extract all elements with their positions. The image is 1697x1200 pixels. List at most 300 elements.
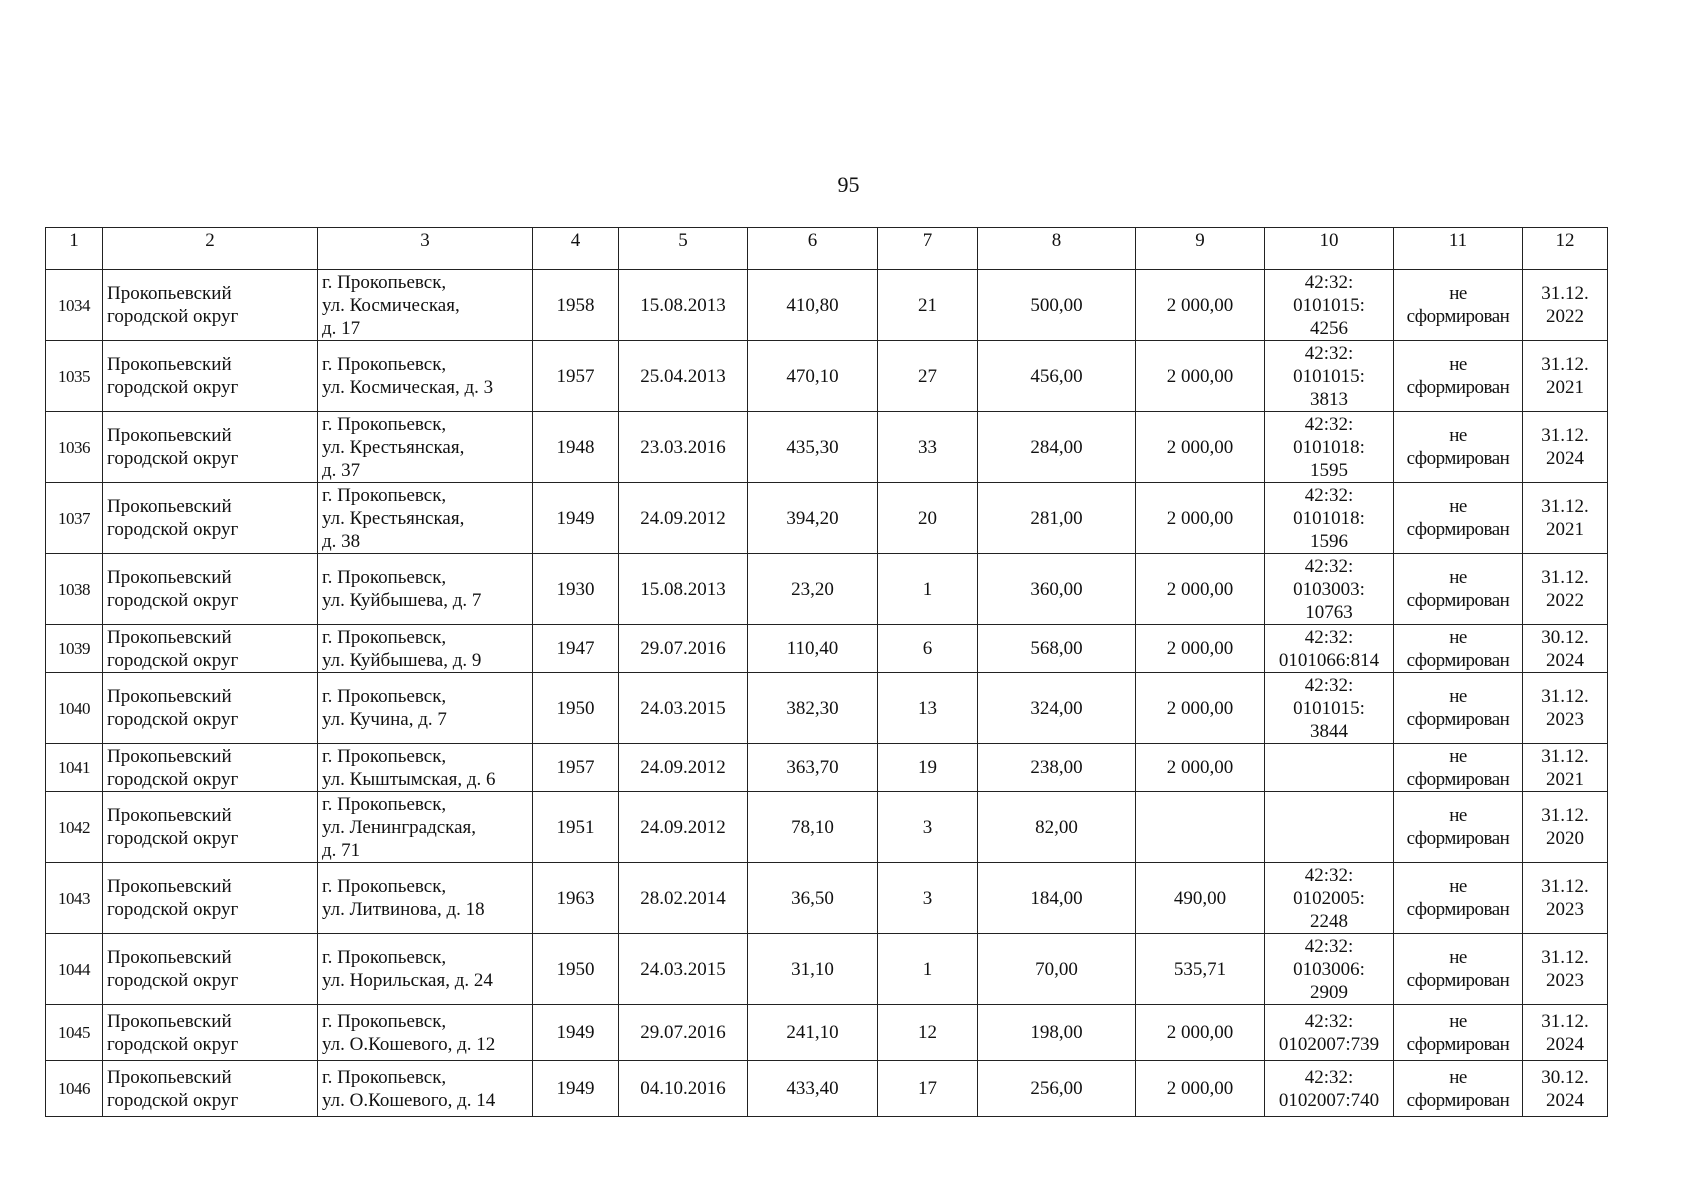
residents-cell: 3 xyxy=(878,863,978,934)
cadastral-number-cell xyxy=(1265,412,1394,483)
address-cell xyxy=(318,673,533,744)
col9-cell: 535,71 xyxy=(1136,934,1265,1005)
address-cell-line: ул. Космическая, д. 3 xyxy=(322,377,494,398)
address-cell-line: г. Прокопьевск, xyxy=(322,1066,447,1088)
address-cell xyxy=(318,1061,533,1117)
deadline-cell xyxy=(1523,270,1608,341)
col8-cell: 238,00 xyxy=(978,744,1136,792)
col8-cell: 256,00 xyxy=(978,1061,1136,1117)
area-cell: 394,20 xyxy=(748,483,878,554)
col9-cell: 2 000,00 xyxy=(1136,483,1265,554)
address-cell-line: ул. Куйбышева, д. 9 xyxy=(322,649,482,671)
column-number: 6 xyxy=(748,228,878,270)
address-cell-line: г. Прокопьевск, xyxy=(322,876,447,897)
cadastral-number-cell-line: 1596 xyxy=(1310,530,1348,552)
municipality-cell-line: городской округ xyxy=(107,1033,239,1055)
cadastral-number-cell xyxy=(1265,554,1394,625)
deadline-cell xyxy=(1523,1061,1608,1117)
row-number-cell: 1044 xyxy=(46,934,103,1005)
address-cell-line: д. 38 xyxy=(322,530,361,552)
address-cell xyxy=(318,483,533,554)
municipality-cell-line: городской округ xyxy=(107,899,239,920)
cadastral-number-cell-line: 0101066:814 xyxy=(1278,649,1380,671)
status-cell xyxy=(1394,792,1523,863)
deadline-cell-line: 31.12. xyxy=(1541,283,1589,304)
municipality-cell-line: городской округ xyxy=(107,590,239,611)
status-cell-line: сформирован xyxy=(1406,1033,1510,1055)
status-cell-line: сформирован xyxy=(1406,377,1510,398)
municipality-cell-line: городской округ xyxy=(107,519,239,540)
residents-cell: 12 xyxy=(878,1005,978,1061)
cadastral-number-cell-line: 3844 xyxy=(1310,720,1348,742)
deadline-cell-line: 2021 xyxy=(1546,519,1584,540)
address-cell-line: г. Прокопьевск, xyxy=(322,626,447,648)
column-number: 1 xyxy=(46,228,103,270)
deadline-cell xyxy=(1523,554,1608,625)
year-cell: 1949 xyxy=(533,1005,619,1061)
status-cell xyxy=(1394,270,1523,341)
col9-cell xyxy=(1136,792,1265,863)
col9-cell: 2 000,00 xyxy=(1136,673,1265,744)
table-row xyxy=(46,412,1608,483)
residents-cell: 1 xyxy=(878,554,978,625)
municipality-cell-line: Прокопьевский xyxy=(107,805,232,826)
cadastral-number-cell xyxy=(1265,673,1394,744)
address-cell xyxy=(318,792,533,863)
col8-cell: 82,00 xyxy=(978,792,1136,863)
row-number-cell: 1035 xyxy=(46,341,103,412)
cadastral-number-cell-line: 42:32: xyxy=(1304,674,1354,696)
table-row xyxy=(46,792,1608,863)
cadastral-number-cell xyxy=(1265,1061,1394,1117)
municipality-cell-line: Прокопьевский xyxy=(107,686,232,707)
year-cell: 1963 xyxy=(533,863,619,934)
status-cell-line: не xyxy=(1449,496,1467,517)
residents-cell: 13 xyxy=(878,673,978,744)
column-number-row xyxy=(46,228,1608,270)
cadastral-number-cell-line: 0102005: xyxy=(1293,887,1365,909)
area-cell: 410,80 xyxy=(748,270,878,341)
address-cell-line: ул. О.Кошевого, д. 14 xyxy=(322,1089,496,1111)
deadline-cell xyxy=(1523,1005,1608,1061)
table-row xyxy=(46,673,1608,744)
municipality-cell xyxy=(103,341,318,412)
status-cell xyxy=(1394,863,1523,934)
deadline-cell xyxy=(1523,341,1608,412)
municipality-cell-line: городской округ xyxy=(107,709,239,730)
residents-cell: 21 xyxy=(878,270,978,341)
address-cell-line: г. Прокопьевск, xyxy=(322,686,447,707)
address-cell xyxy=(318,934,533,1005)
residents-cell: 33 xyxy=(878,412,978,483)
address-cell xyxy=(318,625,533,673)
address-cell-line: д. 37 xyxy=(322,459,361,481)
address-cell xyxy=(318,744,533,792)
year-cell: 1949 xyxy=(533,483,619,554)
status-cell xyxy=(1394,483,1523,554)
deadline-cell-line: 2024 xyxy=(1546,1089,1584,1111)
municipality-cell-line: Прокопьевский xyxy=(107,626,232,648)
area-cell: 241,10 xyxy=(748,1005,878,1061)
col9-cell: 2 000,00 xyxy=(1136,341,1265,412)
cadastral-number-cell xyxy=(1265,792,1394,863)
address-cell xyxy=(318,1005,533,1061)
municipality-cell xyxy=(103,934,318,1005)
address-cell-line: г. Прокопьевск, xyxy=(322,947,447,968)
status-cell xyxy=(1394,673,1523,744)
cadastral-number-cell xyxy=(1265,270,1394,341)
year-cell: 1948 xyxy=(533,412,619,483)
row-number-cell: 1037 xyxy=(46,483,103,554)
area-cell: 470,10 xyxy=(748,341,878,412)
municipality-cell-line: Прокопьевский xyxy=(107,745,232,767)
address-cell-line: ул. О.Кошевого, д. 12 xyxy=(322,1033,496,1055)
cadastral-number-cell xyxy=(1265,625,1394,673)
cadastral-number-cell-line: 42:32: xyxy=(1304,864,1354,886)
deadline-cell xyxy=(1523,625,1608,673)
deadline-cell-line: 2022 xyxy=(1546,306,1584,327)
municipality-cell-line: Прокопьевский xyxy=(107,1010,232,1032)
col9-cell: 2 000,00 xyxy=(1136,1061,1265,1117)
row-number-cell: 1043 xyxy=(46,863,103,934)
address-cell-line: ул. Норильская, д. 24 xyxy=(322,970,493,991)
municipality-cell-line: городской округ xyxy=(107,377,239,398)
registry-body xyxy=(46,270,1608,1117)
municipality-cell xyxy=(103,270,318,341)
cadastral-number-cell xyxy=(1265,934,1394,1005)
deadline-cell-line: 31.12. xyxy=(1541,876,1589,897)
cadastral-number-cell-line: 0101018: xyxy=(1293,436,1365,458)
municipality-cell-line: Прокопьевский xyxy=(107,876,232,897)
cadastral-number-cell-line: 42:32: xyxy=(1304,271,1354,293)
deadline-cell-line: 2023 xyxy=(1546,970,1584,991)
status-cell-line: сформирован xyxy=(1406,1089,1510,1111)
cadastral-number-cell-line: 2909 xyxy=(1310,981,1348,1003)
cadastral-number-cell-line: 0102007:739 xyxy=(1278,1033,1380,1055)
col9-cell: 490,00 xyxy=(1136,863,1265,934)
date-cell: 24.03.2015 xyxy=(619,934,748,1005)
deadline-cell-line: 30.12. xyxy=(1541,1066,1589,1088)
cadastral-number-cell-line: 42:32: xyxy=(1304,935,1354,957)
status-cell-line: сформирован xyxy=(1406,899,1510,920)
municipality-cell-line: Прокопьевский xyxy=(107,425,232,446)
table-row xyxy=(46,1061,1608,1117)
address-cell-line: ул. Литвинова, д. 18 xyxy=(322,899,485,920)
address-cell-line: г. Прокопьевск, xyxy=(322,271,447,293)
deadline-cell-line: 2021 xyxy=(1546,768,1584,790)
area-cell: 433,40 xyxy=(748,1061,878,1117)
address-cell xyxy=(318,863,533,934)
status-cell-line: не xyxy=(1449,1010,1467,1032)
column-number: 2 xyxy=(103,228,318,270)
col9-cell: 2 000,00 xyxy=(1136,270,1265,341)
cadastral-number-cell-line: 42:32: xyxy=(1304,342,1354,364)
column-number: 12 xyxy=(1523,228,1608,270)
column-number: 8 xyxy=(978,228,1136,270)
residents-cell: 6 xyxy=(878,625,978,673)
municipality-cell xyxy=(103,483,318,554)
cadastral-number-cell xyxy=(1265,1005,1394,1061)
municipality-cell xyxy=(103,412,318,483)
column-number: 10 xyxy=(1265,228,1394,270)
address-cell xyxy=(318,412,533,483)
table-row xyxy=(46,625,1608,673)
municipality-cell-line: городской округ xyxy=(107,1089,239,1111)
area-cell: 23,20 xyxy=(748,554,878,625)
date-cell: 28.02.2014 xyxy=(619,863,748,934)
status-cell-line: сформирован xyxy=(1406,970,1510,991)
area-cell: 382,30 xyxy=(748,673,878,744)
residents-cell: 17 xyxy=(878,1061,978,1117)
date-cell: 29.07.2016 xyxy=(619,625,748,673)
status-cell xyxy=(1394,625,1523,673)
deadline-cell-line: 31.12. xyxy=(1541,686,1589,707)
residents-cell: 1 xyxy=(878,934,978,1005)
status-cell-line: сформирован xyxy=(1406,709,1510,730)
address-cell xyxy=(318,554,533,625)
deadline-cell xyxy=(1523,863,1608,934)
address-cell-line: ул. Кыштымская, д. 6 xyxy=(322,768,496,790)
municipality-cell xyxy=(103,554,318,625)
date-cell: 15.08.2013 xyxy=(619,270,748,341)
year-cell: 1947 xyxy=(533,625,619,673)
row-number-cell: 1036 xyxy=(46,412,103,483)
col8-cell: 568,00 xyxy=(978,625,1136,673)
cadastral-number-cell-line: 0101018: xyxy=(1293,507,1365,529)
deadline-cell-line: 31.12. xyxy=(1541,425,1589,446)
cadastral-number-cell xyxy=(1265,863,1394,934)
status-cell-line: сформирован xyxy=(1406,448,1510,469)
date-cell: 25.04.2013 xyxy=(619,341,748,412)
status-cell-line: не xyxy=(1449,805,1467,826)
column-number: 11 xyxy=(1394,228,1523,270)
cadastral-number-cell-line: 0102007:740 xyxy=(1278,1089,1380,1111)
deadline-cell-line: 31.12. xyxy=(1541,947,1589,968)
column-number: 7 xyxy=(878,228,978,270)
col8-cell: 70,00 xyxy=(978,934,1136,1005)
deadline-cell-line: 2024 xyxy=(1546,649,1584,671)
residents-cell: 19 xyxy=(878,744,978,792)
col8-cell: 198,00 xyxy=(978,1005,1136,1061)
address-cell-line: г. Прокопьевск, xyxy=(322,413,447,435)
status-cell xyxy=(1394,341,1523,412)
municipality-cell xyxy=(103,863,318,934)
housing-registry-table xyxy=(45,227,1608,1117)
status-cell-line: не xyxy=(1449,626,1467,648)
deadline-cell-line: 31.12. xyxy=(1541,567,1589,588)
deadline-cell xyxy=(1523,792,1608,863)
residents-cell: 20 xyxy=(878,483,978,554)
deadline-cell-line: 2022 xyxy=(1546,590,1584,611)
deadline-cell xyxy=(1523,673,1608,744)
address-cell-line: ул. Кучина, д. 7 xyxy=(322,709,447,730)
deadline-cell-line: 2023 xyxy=(1546,709,1584,730)
year-cell: 1957 xyxy=(533,744,619,792)
cadastral-number-cell-line: 0101015: xyxy=(1293,365,1365,387)
address-cell-line: ул. Крестьянская, xyxy=(322,436,465,458)
row-number-cell: 1038 xyxy=(46,554,103,625)
table-row xyxy=(46,270,1608,341)
status-cell xyxy=(1394,554,1523,625)
municipality-cell xyxy=(103,744,318,792)
address-cell-line: д. 71 xyxy=(322,839,361,861)
status-cell xyxy=(1394,934,1523,1005)
deadline-cell-line: 31.12. xyxy=(1541,745,1589,767)
municipality-cell xyxy=(103,792,318,863)
row-number-cell: 1041 xyxy=(46,744,103,792)
col8-cell: 500,00 xyxy=(978,270,1136,341)
column-number: 4 xyxy=(533,228,619,270)
row-number-cell: 1045 xyxy=(46,1005,103,1061)
address-cell-line: г. Прокопьевск, xyxy=(322,793,447,815)
date-cell: 24.09.2012 xyxy=(619,744,748,792)
col8-cell: 281,00 xyxy=(978,483,1136,554)
status-cell-line: сформирован xyxy=(1406,828,1510,849)
column-number: 5 xyxy=(619,228,748,270)
year-cell: 1951 xyxy=(533,792,619,863)
col8-cell: 284,00 xyxy=(978,412,1136,483)
col8-cell: 184,00 xyxy=(978,863,1136,934)
year-cell: 1950 xyxy=(533,934,619,1005)
address-cell-line: ул. Куйбышева, д. 7 xyxy=(322,590,482,611)
col8-cell: 324,00 xyxy=(978,673,1136,744)
cadastral-number-cell xyxy=(1265,483,1394,554)
municipality-cell xyxy=(103,1005,318,1061)
cadastral-number-cell-line: 0103006: xyxy=(1293,958,1365,980)
status-cell-line: не xyxy=(1449,745,1467,767)
cadastral-number-cell-line: 42:32: xyxy=(1304,1010,1354,1032)
column-number: 3 xyxy=(318,228,533,270)
status-cell-line: не xyxy=(1449,876,1467,897)
cadastral-number-cell-line: 42:32: xyxy=(1304,555,1354,577)
address-cell xyxy=(318,270,533,341)
cadastral-number-cell xyxy=(1265,744,1394,792)
date-cell: 04.10.2016 xyxy=(619,1061,748,1117)
col9-cell: 2 000,00 xyxy=(1136,625,1265,673)
status-cell-line: не xyxy=(1449,283,1467,304)
address-cell-line: ул. Крестьянская, xyxy=(322,507,465,529)
cadastral-number-cell-line: 0101015: xyxy=(1293,294,1365,316)
deadline-cell-line: 31.12. xyxy=(1541,496,1589,517)
cadastral-number-cell-line: 42:32: xyxy=(1304,413,1354,435)
deadline-cell-line: 31.12. xyxy=(1541,805,1589,826)
cadastral-number-cell xyxy=(1265,341,1394,412)
date-cell: 24.03.2015 xyxy=(619,673,748,744)
status-cell-line: сформирован xyxy=(1406,590,1510,611)
municipality-cell-line: городской округ xyxy=(107,970,239,991)
table-row xyxy=(46,341,1608,412)
status-cell xyxy=(1394,412,1523,483)
address-cell-line: ул. Ленинградская, xyxy=(322,816,477,838)
row-number-cell: 1034 xyxy=(46,270,103,341)
table-row xyxy=(46,483,1608,554)
column-number: 9 xyxy=(1136,228,1265,270)
address-cell xyxy=(318,341,533,412)
row-number-cell: 1039 xyxy=(46,625,103,673)
cadastral-number-cell-line: 42:32: xyxy=(1304,626,1354,648)
area-cell: 110,40 xyxy=(748,625,878,673)
municipality-cell-line: городской округ xyxy=(107,306,239,327)
deadline-cell-line: 31.12. xyxy=(1541,354,1589,375)
year-cell: 1950 xyxy=(533,673,619,744)
deadline-cell-line: 2024 xyxy=(1546,448,1584,469)
deadline-cell-line: 31.12. xyxy=(1541,1010,1589,1032)
deadline-cell-line: 2021 xyxy=(1546,377,1584,398)
address-cell-line: г. Прокопьевск, xyxy=(322,484,447,506)
table-row xyxy=(46,934,1608,1005)
status-cell-line: сформирован xyxy=(1406,649,1510,671)
table-row xyxy=(46,744,1608,792)
cadastral-number-cell-line: 1595 xyxy=(1310,459,1348,481)
address-cell-line: д. 17 xyxy=(322,317,361,339)
address-cell-line: ул. Космическая, xyxy=(322,294,460,316)
cadastral-number-cell-line: 0103003: xyxy=(1293,578,1365,600)
municipality-cell-line: городской округ xyxy=(107,828,239,849)
row-number-cell: 1046 xyxy=(46,1061,103,1117)
table-row xyxy=(46,1005,1608,1061)
cadastral-number-cell-line: 4256 xyxy=(1310,317,1348,339)
status-cell-line: сформирован xyxy=(1406,768,1510,790)
date-cell: 24.09.2012 xyxy=(619,792,748,863)
col9-cell: 2 000,00 xyxy=(1136,412,1265,483)
municipality-cell-line: Прокопьевский xyxy=(107,496,232,517)
address-cell-line: г. Прокопьевск, xyxy=(322,1010,447,1032)
date-cell: 23.03.2016 xyxy=(619,412,748,483)
row-number-cell: 1042 xyxy=(46,792,103,863)
status-cell-line: сформирован xyxy=(1406,519,1510,540)
municipality-cell xyxy=(103,673,318,744)
table-row xyxy=(46,554,1608,625)
date-cell: 29.07.2016 xyxy=(619,1005,748,1061)
municipality-cell-line: Прокопьевский xyxy=(107,1066,232,1088)
deadline-cell xyxy=(1523,934,1608,1005)
municipality-cell-line: Прокопьевский xyxy=(107,947,232,968)
municipality-cell xyxy=(103,1061,318,1117)
deadline-cell-line: 2023 xyxy=(1546,899,1584,920)
deadline-cell xyxy=(1523,412,1608,483)
area-cell: 435,30 xyxy=(748,412,878,483)
municipality-cell xyxy=(103,625,318,673)
cadastral-number-cell-line: 0101015: xyxy=(1293,697,1365,719)
municipality-cell-line: Прокопьевский xyxy=(107,283,232,304)
area-cell: 31,10 xyxy=(748,934,878,1005)
area-cell: 363,70 xyxy=(748,744,878,792)
residents-cell: 27 xyxy=(878,341,978,412)
col8-cell: 360,00 xyxy=(978,554,1136,625)
status-cell xyxy=(1394,744,1523,792)
address-cell-line: г. Прокопьевск, xyxy=(322,354,447,375)
status-cell-line: не xyxy=(1449,354,1467,375)
deadline-cell xyxy=(1523,483,1608,554)
status-cell xyxy=(1394,1005,1523,1061)
status-cell-line: не xyxy=(1449,686,1467,707)
address-cell-line: г. Прокопьевск, xyxy=(322,567,447,588)
col8-cell: 456,00 xyxy=(978,341,1136,412)
municipality-cell-line: Прокопьевский xyxy=(107,354,232,375)
status-cell-line: сформирован xyxy=(1406,306,1510,327)
area-cell: 36,50 xyxy=(748,863,878,934)
cadastral-number-cell-line: 42:32: xyxy=(1304,1066,1354,1088)
page-number: 95 xyxy=(837,172,860,197)
col9-cell: 2 000,00 xyxy=(1136,744,1265,792)
deadline-cell-line: 2024 xyxy=(1546,1033,1584,1055)
col9-cell: 2 000,00 xyxy=(1136,554,1265,625)
municipality-cell-line: городской округ xyxy=(107,649,239,671)
year-cell: 1957 xyxy=(533,341,619,412)
status-cell-line: не xyxy=(1449,567,1467,588)
deadline-cell-line: 2020 xyxy=(1546,828,1584,849)
date-cell: 24.09.2012 xyxy=(619,483,748,554)
